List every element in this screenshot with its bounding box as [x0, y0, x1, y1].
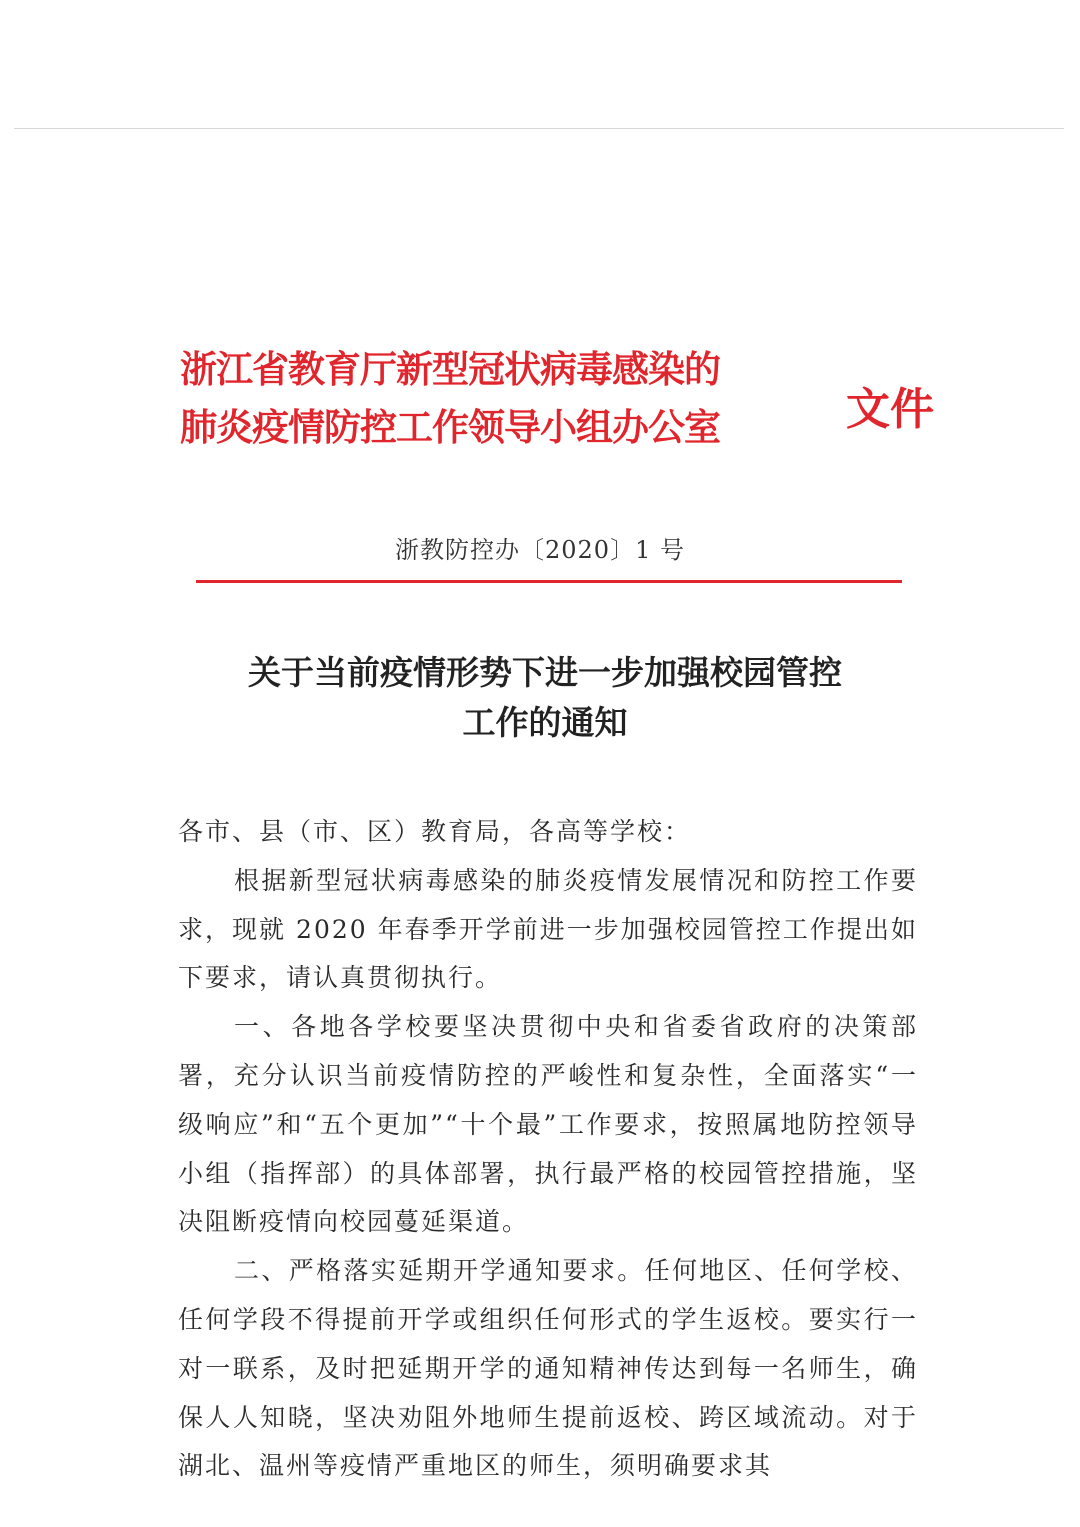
salutation: 各市、县（市、区）教育局，各高等学校： — [178, 817, 692, 846]
issuing-org-line-1: 浙江省教育厅新型冠状病毒感染的 — [180, 347, 720, 391]
notice-title-line-1: 关于当前疫情形势下进一步加强校园管控 — [248, 653, 842, 692]
body-paragraph-item-2: 二、严格落实延期开学通知要求。任何地区、任何学校、任何学段不得提前开学或组织任何形式的学生返校。要实行一对一联系，及时把延期开学的通知精神传达到每一名师生，确保人人知晓，坚决劝阻外地师生提前返校、跨区域流动。对于湖北、温州等疫情严重地区的师生，须明确要求其 — [178, 1256, 918, 1481]
red-separator-line — [196, 580, 902, 583]
body-paragraph-intro: 根据新型冠状病毒感染的肺炎疫情发展情况和防控工作要求，现就 2020 年春季开学前进一步加强校园管控工作提出如下要求，请认真贯彻执行。 — [178, 865, 918, 993]
document-red-header — [180, 340, 934, 456]
body-paragraph-item-1: 一、各地各学校要坚决贯彻中央和省委省政府的决策部署，充分认识当前疫情防控的严峻性和复杂性，全面落实“一级响应”和“五个更加”“十个最”工作要求，按照属地防控领导小组（指挥部）的具体部署，执行最严格的校园管控措施，坚决阻断疫情向校园蔓延渠道。 — [178, 1012, 918, 1237]
document-number: 浙教防控办〔2020〕1 号 — [395, 536, 685, 564]
notice-title — [150, 648, 940, 748]
issuing-org-line-2: 肺炎疫情防控工作领导小组办公室 — [180, 405, 720, 449]
page-top-edge — [14, 128, 1064, 129]
document-type-label: 文件 — [846, 384, 934, 435]
document-body — [178, 808, 918, 1491]
notice-title-line-2: 工作的通知 — [462, 703, 628, 742]
